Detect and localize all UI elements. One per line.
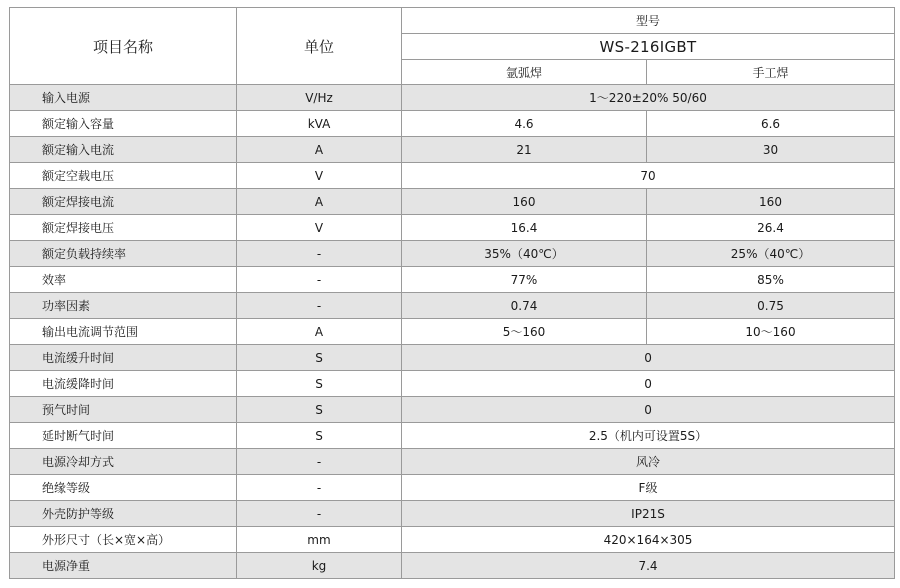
row-value: 420×164×305 [402, 527, 895, 553]
table-row [10, 137, 895, 163]
row-item-name: 电源冷却方式 [10, 449, 237, 475]
header-model: WS-216IGBT [402, 34, 895, 60]
row-item-name: 额定空载电压 [10, 163, 237, 189]
row-unit: S [237, 345, 402, 371]
row-value-manual: 0.75 [647, 293, 895, 319]
row-unit: V [237, 163, 402, 189]
row-unit: V [237, 215, 402, 241]
header-row [10, 8, 895, 34]
row-value-argon: 0.74 [402, 293, 647, 319]
row-item-name: 预气时间 [10, 397, 237, 423]
row-item-name: 电源净重 [10, 553, 237, 579]
row-value-manual: 26.4 [647, 215, 895, 241]
row-unit: V/Hz [237, 85, 402, 111]
row-item-name: 输入电源 [10, 85, 237, 111]
table-row [10, 397, 895, 423]
row-value: 2.5（机内可设置5S） [402, 423, 895, 449]
table-row [10, 501, 895, 527]
row-item-name: 额定负载持续率 [10, 241, 237, 267]
row-unit: - [237, 449, 402, 475]
row-unit: A [237, 319, 402, 345]
row-value-argon: 16.4 [402, 215, 647, 241]
row-value: IP21S [402, 501, 895, 527]
row-unit: - [237, 241, 402, 267]
row-unit: S [237, 423, 402, 449]
table-row [10, 319, 895, 345]
row-item-name: 绝缘等级 [10, 475, 237, 501]
table-row [10, 241, 895, 267]
row-item-name: 电流缓升时间 [10, 345, 237, 371]
row-value: 7.4 [402, 553, 895, 579]
header-model-label: 型号 [402, 8, 895, 34]
row-item-name: 效率 [10, 267, 237, 293]
row-value: 风冷 [402, 449, 895, 475]
table-row [10, 215, 895, 241]
row-unit: S [237, 397, 402, 423]
row-value-argon: 77% [402, 267, 647, 293]
row-value: 70 [402, 163, 895, 189]
row-unit: - [237, 475, 402, 501]
row-item-name: 外形尺寸（长×宽×高） [10, 527, 237, 553]
row-unit: kg [237, 553, 402, 579]
row-item-name: 功率因素 [10, 293, 237, 319]
row-value: 1～220±20% 50/60 [402, 85, 895, 111]
header-mode-manual: 手工焊 [647, 60, 895, 85]
table-row [10, 267, 895, 293]
spec-table [9, 7, 895, 579]
row-value-manual: 6.6 [647, 111, 895, 137]
row-item-name: 额定输入容量 [10, 111, 237, 137]
row-item-name: 额定输入电流 [10, 137, 237, 163]
table-row [10, 345, 895, 371]
row-value-argon: 21 [402, 137, 647, 163]
table-row [10, 85, 895, 111]
row-value: 0 [402, 345, 895, 371]
row-unit: A [237, 189, 402, 215]
row-value-manual: 160 [647, 189, 895, 215]
row-value-manual: 10～160 [647, 319, 895, 345]
row-unit: mm [237, 527, 402, 553]
table-row [10, 553, 895, 579]
table-row [10, 475, 895, 501]
header-mode-argon: 氩弧焊 [402, 60, 647, 85]
row-value-argon: 160 [402, 189, 647, 215]
row-value-argon: 4.6 [402, 111, 647, 137]
row-item-name: 外壳防护等级 [10, 501, 237, 527]
row-value-argon: 5～160 [402, 319, 647, 345]
row-item-name: 额定焊接电流 [10, 189, 237, 215]
row-value-argon: 35%（40℃） [402, 241, 647, 267]
table-row [10, 111, 895, 137]
row-unit: - [237, 293, 402, 319]
row-value: 0 [402, 397, 895, 423]
table-row [10, 293, 895, 319]
table-row [10, 163, 895, 189]
table-row [10, 371, 895, 397]
row-unit: A [237, 137, 402, 163]
row-unit: kVA [237, 111, 402, 137]
row-value-manual: 30 [647, 137, 895, 163]
row-item-name: 输出电流调节范围 [10, 319, 237, 345]
header-item-name: 项目名称 [10, 8, 237, 85]
row-item-name: 延时断气时间 [10, 423, 237, 449]
row-unit: - [237, 267, 402, 293]
row-value: 0 [402, 371, 895, 397]
row-unit: S [237, 371, 402, 397]
row-item-name: 额定焊接电压 [10, 215, 237, 241]
row-value-manual: 85% [647, 267, 895, 293]
row-item-name: 电流缓降时间 [10, 371, 237, 397]
table-row [10, 449, 895, 475]
table-row [10, 189, 895, 215]
header-unit: 单位 [237, 8, 402, 85]
table-row [10, 527, 895, 553]
row-value-manual: 25%（40℃） [647, 241, 895, 267]
row-unit: - [237, 501, 402, 527]
table-row [10, 423, 895, 449]
row-value: F级 [402, 475, 895, 501]
